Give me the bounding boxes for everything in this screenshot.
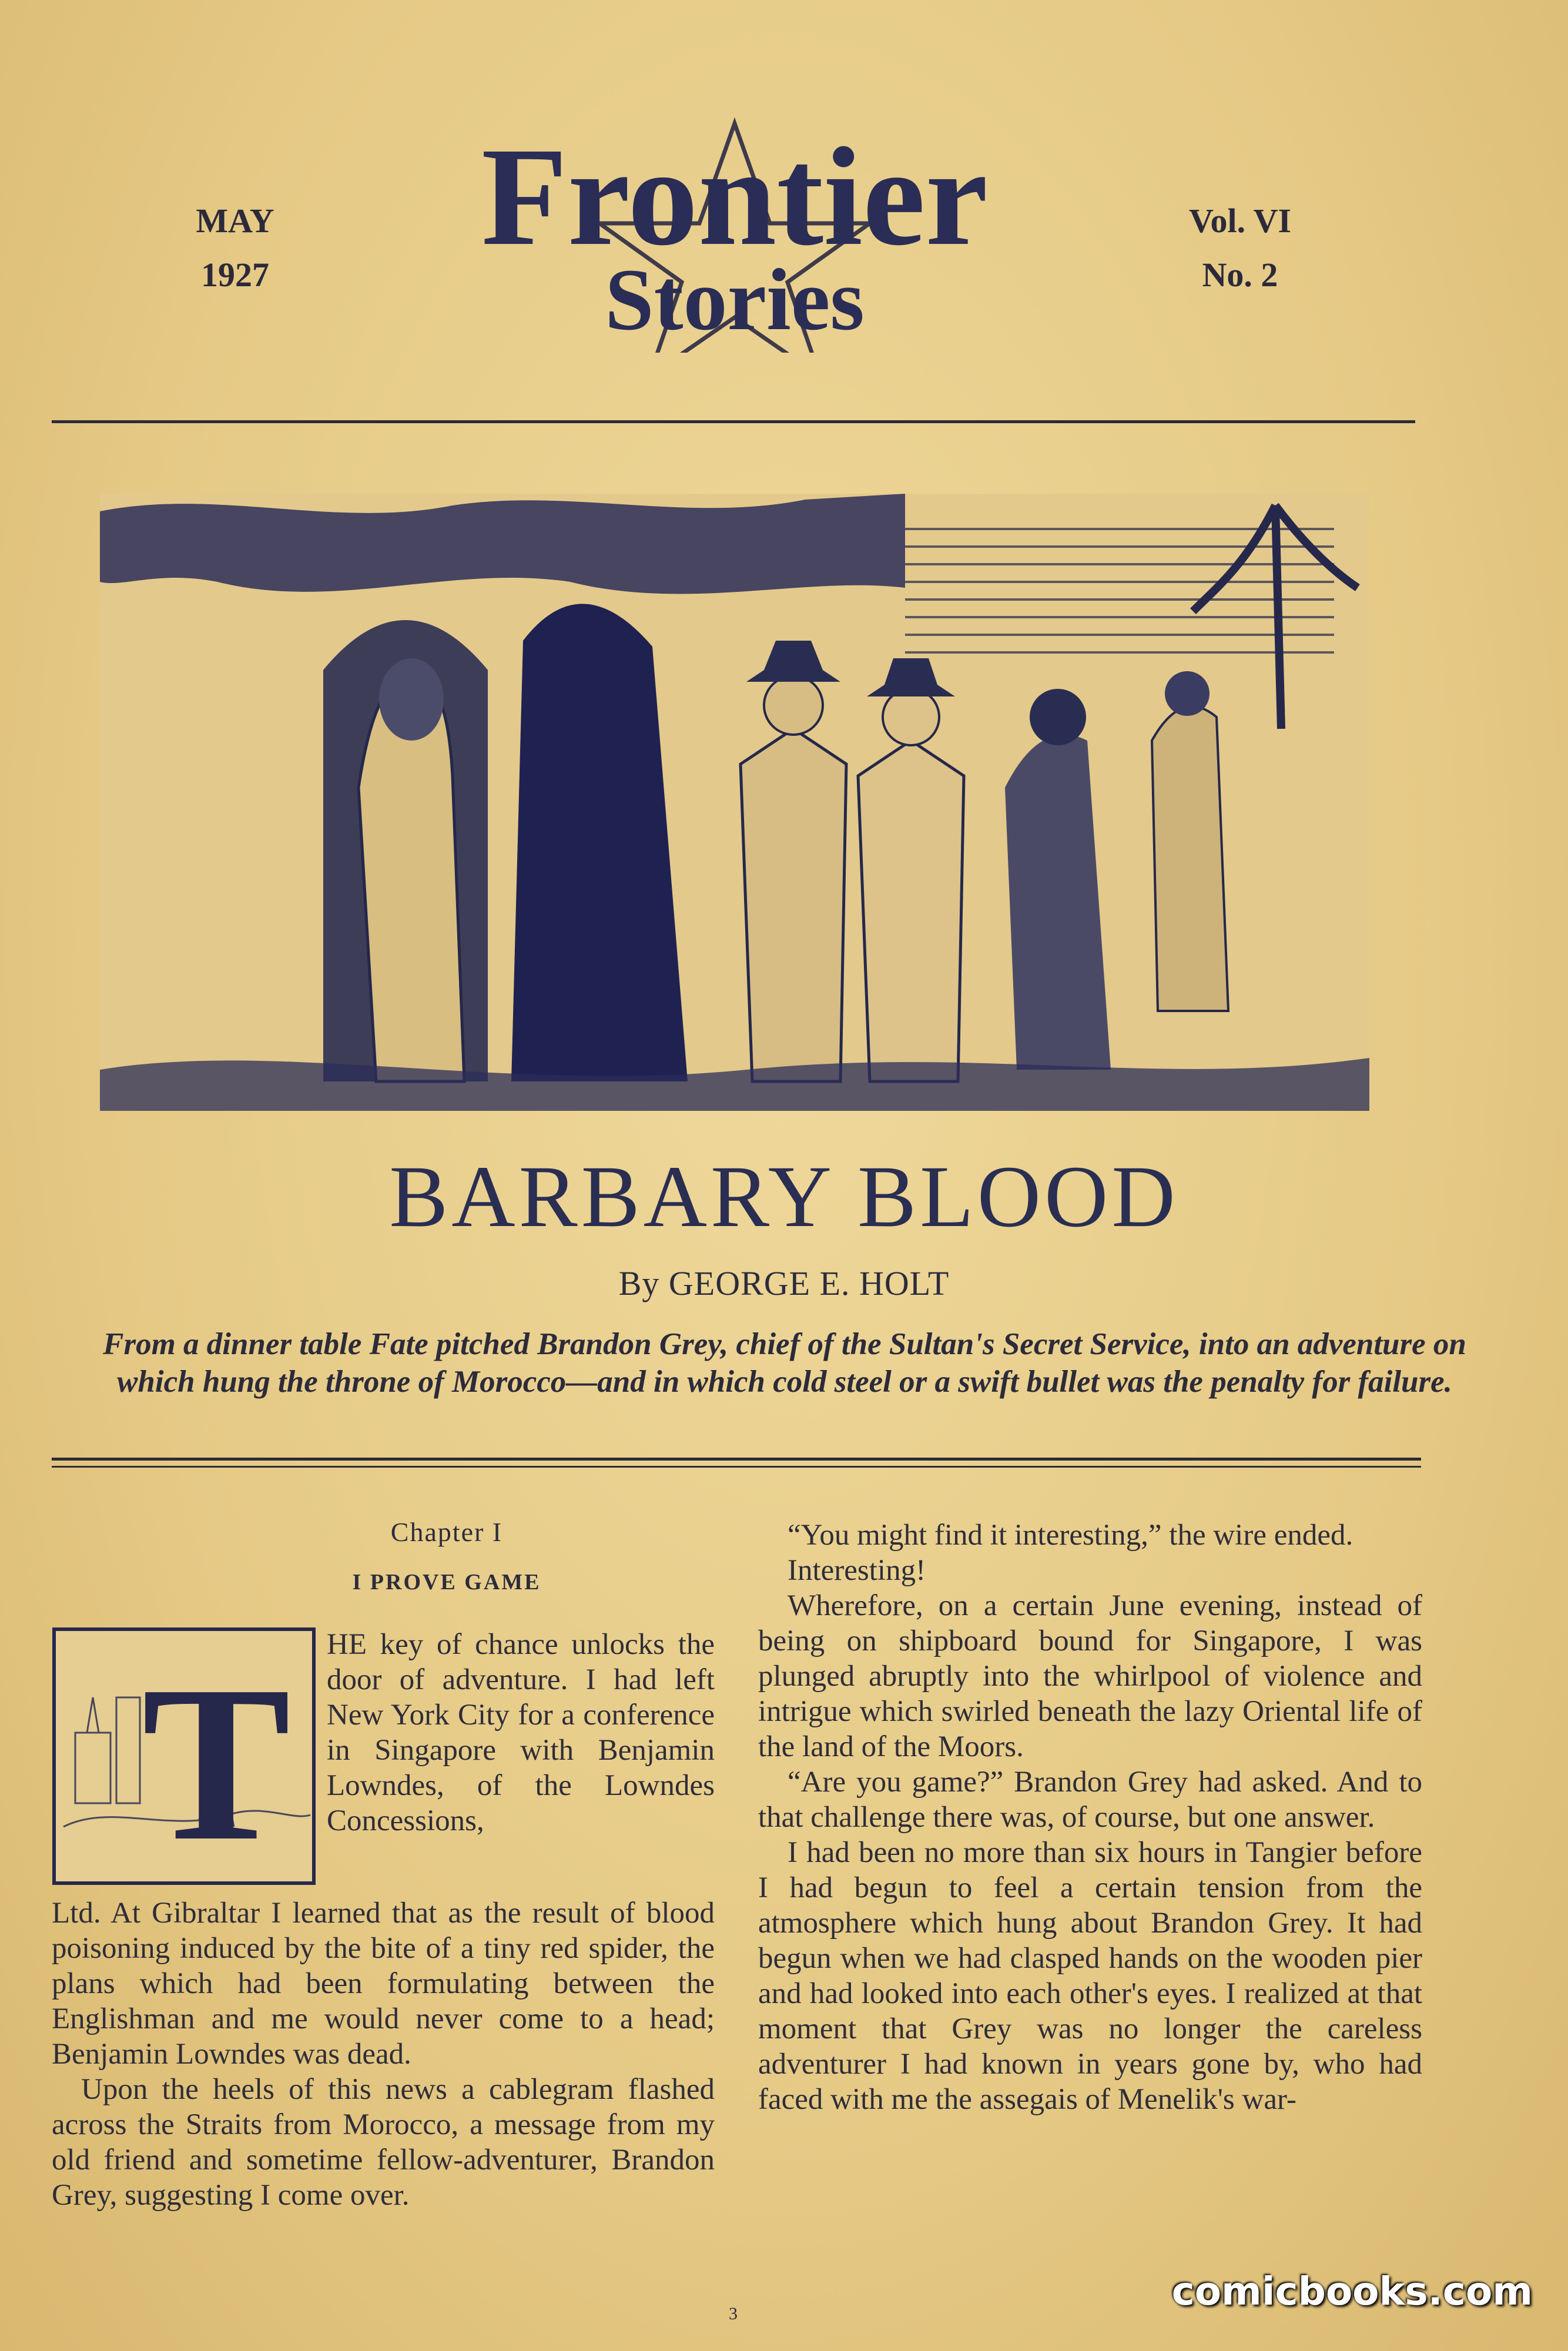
left-paragraph: Ltd. At Gibraltar I learned that as the result of blood poisoning induced by the bite of a tiny red spider, the plans which had been formulating between the Englishman and me would never come to a head; Benjamin Lowndes was dead. (52, 1897, 715, 2071)
logo-word-frontier: Frontier (481, 118, 988, 274)
right-paragraph: “Are you game?” Brandon Grey had asked. And to that challenge there was, of course, but one answer. (758, 1766, 1422, 1834)
issue-date (159, 194, 311, 302)
right-paragraph: Interesting! (788, 1554, 926, 1587)
right-paragraph: Wherefore, on a certain June evening, instead of being on shipboard bound for Singapore, I was plunged abruptly into the whirlpool of violence and intrigue which swirled beneath the lazy Oriental life of the land of the Moors. (758, 1589, 1422, 1763)
right-paragraph: I had been no more than six hours in Tangier before I had begun to feel a certain tension from the atmosphere which hung about Brandon Grey. It had begun when we had clasped hands on the wooden pier and had looked into each other's eyes. I realized at that moment that Grey was no longer the careless adventurer I had known in years gone by, who had faced with me the assegais of Menelik's war- (758, 1836, 1422, 2116)
right-column (758, 1518, 1422, 2117)
page-number: 3 (729, 2304, 738, 2323)
issue-month: MAY (196, 202, 274, 240)
issue-year: 1927 (201, 256, 269, 294)
chapter-subtitle: I PROVE GAME (352, 1570, 541, 1595)
magazine-logo (411, 118, 1058, 353)
number-label: No. 2 (1202, 256, 1278, 294)
masthead-rule (52, 420, 1415, 423)
chapter-heading: Chapter I (390, 1517, 503, 1547)
deck-rule-top (52, 1458, 1421, 1461)
dropcap-letter: T (142, 1640, 291, 1886)
dropcap-paragraph (327, 1627, 715, 1838)
issue-volume (1152, 194, 1328, 302)
dropcap-illustration (52, 1627, 316, 1886)
volume-label: Vol. VI (1188, 202, 1292, 240)
story-byline: By GEORGE E. HOLT (618, 1264, 950, 1302)
right-paragraph: “You might find it interesting,” the wire ended. (788, 1519, 1353, 1552)
left-paragraph: Upon the heels of this news a cablegram flashed across the Straits from Morocco, a message from my old friend and sometime fellow-adventurer, Brandon Grey, suggesting I come over. (52, 2073, 715, 2212)
logo-word-stories: Stories (605, 251, 865, 349)
left-column (52, 1895, 715, 2213)
story-deck: From a dinner table Fate pitched Brandon Grey, chief of the Sultan's Secret Service, into an adventure on which hung the throne of Morocco—and in which cold steel or a swift bullet was the penalty for failure. (103, 1327, 1466, 1399)
story-title: BARBARY BLOOD (389, 1148, 1179, 1245)
deck-rule-bottom (52, 1466, 1421, 1468)
opening-text: HE key of chance unlocks the door of adventure. I had left New York City for a conference in Singapore with Benjamin Lowndes, of the Lowndes Concessions, (327, 1628, 715, 1837)
story-illustration (100, 494, 1369, 1111)
site-watermark: comicbooks.com (1171, 2269, 1533, 2314)
